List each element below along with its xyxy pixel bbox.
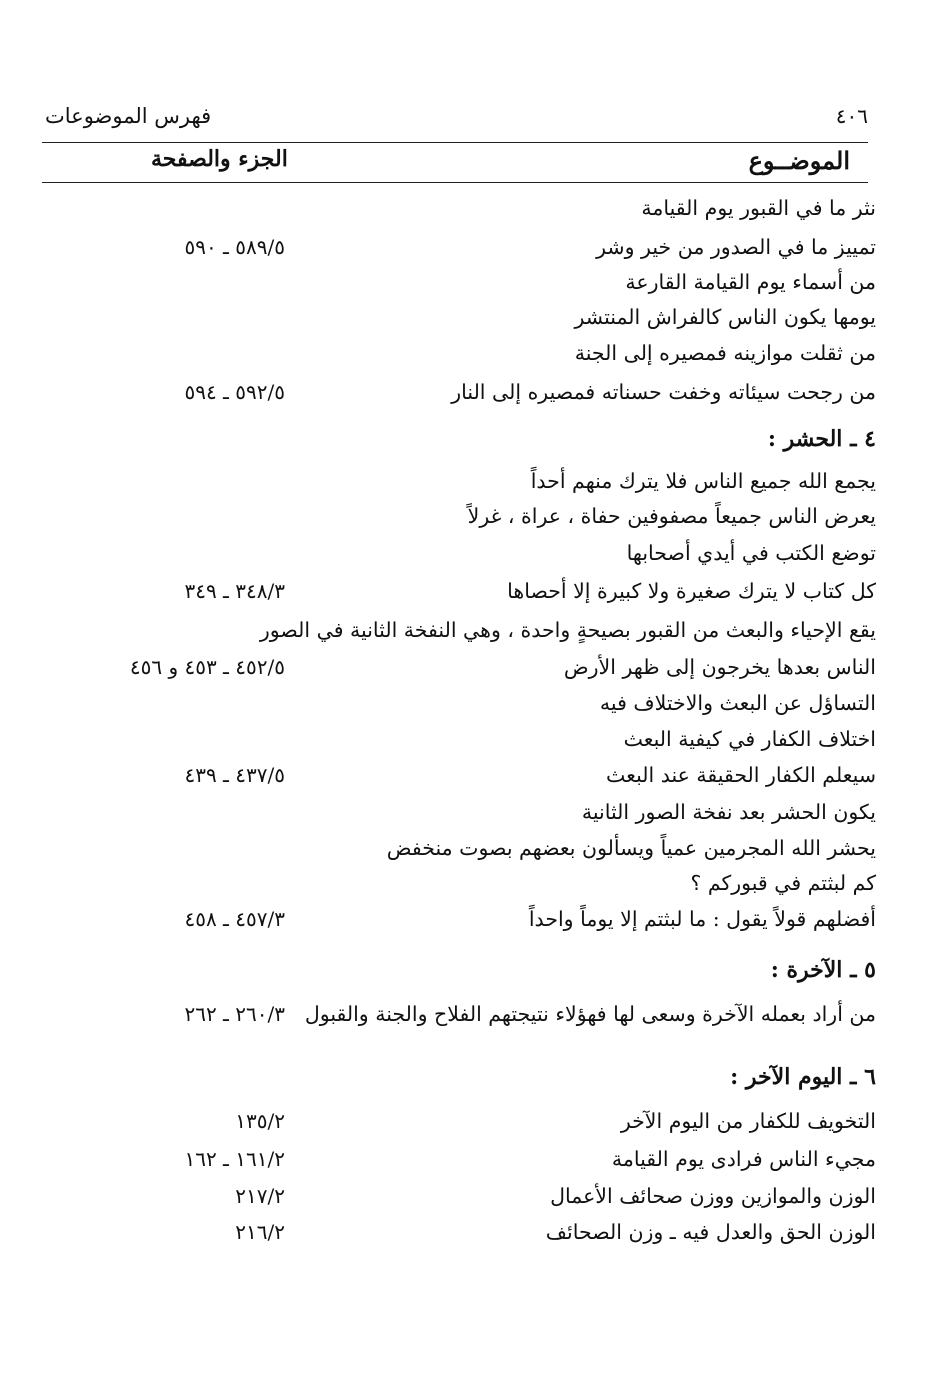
entry-topic: التساؤل عن البعث والاختلاف فيه: [599, 691, 876, 715]
entry-reference: ٢١٦/٢: [235, 1220, 285, 1244]
entry-reference: ٢١٧/٢: [235, 1184, 285, 1208]
entry-topic: من أراد بعمله الآخرة وسعى لها فهؤلاء نتيجتهم الفلاح والجنة والقبول: [304, 1002, 876, 1026]
column-header-row: [45, 145, 868, 179]
entry-topic: كل كتاب لا يترك صغيرة ولا كبيرة إلا أحصاها: [507, 579, 876, 603]
entry-topic: سيعلم الكفار الحقيقة عند البعث: [606, 763, 876, 787]
index-entry: [45, 872, 876, 906]
entry-topic: يحشر الله المجرمين عمياً ويسألون بعضهم بصوت منخفض: [386, 836, 876, 860]
index-entry: [45, 619, 876, 653]
page-number: ٤٠٦: [835, 104, 868, 128]
entry-topic: التخويف للكفار من اليوم الآخر: [620, 1109, 876, 1133]
section-heading: ٤ ـ الحشر :: [767, 426, 876, 452]
index-entry: [45, 381, 876, 415]
entry-topic: من أسماء يوم القيامة القارعة: [625, 270, 876, 294]
index-entry: [45, 1003, 876, 1037]
index-entry: [45, 801, 876, 835]
section-heading: ٥ ـ الآخرة :: [770, 957, 876, 983]
index-entry: [45, 764, 876, 798]
header-bottom-rule: [42, 182, 868, 183]
entry-topic: يقع الإحياء والبعث من القبور بصيحةٍ واحدة ، وهي النفخة الثانية في الصور: [259, 618, 876, 642]
entry-topic: من رجحت سيئاته وخفت حسناته فمصيره إلى النار: [451, 380, 876, 404]
entry-topic: اختلاف الكفار في كيفية البعث: [623, 727, 876, 751]
entry-topic: كم لبثتم في قبوركم ؟: [690, 871, 876, 895]
entry-topic: يومها يكون الناس كالفراش المنتشر: [574, 305, 876, 329]
index-entry: [45, 306, 876, 340]
index-entry: [45, 1148, 876, 1182]
entry-reference: ٤٥٧/٣ ـ ٤٥٨: [184, 907, 285, 931]
entry-reference: ١٣٥/٢: [235, 1109, 285, 1133]
topic-column-header: الموضــوع: [748, 146, 850, 175]
entry-topic: من ثقلت موازينه فمصيره إلى الجنة: [574, 341, 876, 365]
index-entry: [45, 505, 876, 539]
page-header: [45, 104, 868, 130]
entry-topic: توضع الكتب في أيدي أصحابها: [626, 541, 876, 565]
entry-topic: الناس بعدها يخرجون إلى ظهر الأرض: [563, 655, 876, 679]
index-entry: [45, 342, 876, 376]
index-entry: [45, 580, 876, 614]
section-heading: ٦ ـ اليوم الآخر :: [730, 1064, 876, 1090]
entry-reference: ٤٣٧/٥ ـ ٤٣٩: [184, 763, 285, 787]
index-entry: [45, 271, 876, 305]
entry-topic: نثر ما في القبور يوم القيامة: [641, 196, 876, 220]
entry-reference: ٥٩٢/٥ ـ ٥٩٤: [184, 380, 285, 404]
entry-reference: ٣٤٨/٣ ـ ٣٤٩: [184, 579, 285, 603]
entry-topic: الوزن الحق والعدل فيه ـ وزن الصحائف: [545, 1220, 876, 1244]
header-top-rule: [42, 142, 868, 143]
index-entry: [45, 656, 876, 690]
index-entry: [45, 837, 876, 871]
index-entry: [45, 542, 876, 576]
entry-reference: ٢٦٠/٣ ـ ٢٦٢: [184, 1002, 285, 1026]
running-title: فهرس الموضوعات: [45, 104, 212, 128]
index-entry: [45, 908, 876, 942]
entry-topic: مجيء الناس فرادى يوم القيامة: [611, 1147, 876, 1171]
index-entry: [45, 197, 876, 231]
index-entry: [45, 728, 876, 762]
entry-reference: ٥٨٩/٥ ـ ٥٩٠: [184, 235, 285, 259]
entry-topic: تمييز ما في الصدور من خير وشر: [596, 235, 876, 259]
entry-topic: أفضلهم قولاً يقول : ما لبثتم إلا يوماً واحداً: [528, 907, 876, 931]
index-entry: [45, 692, 876, 726]
index-entry: [45, 1110, 876, 1144]
entry-reference: ٤٥٢/٥ ـ ٤٥٣ و ٤٥٦: [129, 655, 285, 679]
entry-topic: يجمع الله جميع الناس فلا يترك منهم أحداً: [530, 469, 876, 493]
entry-topic: يكون الحشر بعد نفخة الصور الثانية: [581, 800, 876, 824]
reference-column-header: الجزء والصفحة: [151, 146, 288, 172]
entry-topic: الوزن والموازين ووزن صحائف الأعمال: [550, 1184, 876, 1208]
entry-topic: يعرض الناس جميعاً مصفوفين حفاة ، عراة ، غرلاً: [467, 504, 876, 528]
index-entry: [45, 1221, 876, 1255]
index-entry: [45, 1185, 876, 1219]
index-entry: [45, 470, 876, 504]
index-entry: [45, 236, 876, 270]
entry-reference: ١٦١/٢ ـ ١٦٢: [184, 1147, 285, 1171]
